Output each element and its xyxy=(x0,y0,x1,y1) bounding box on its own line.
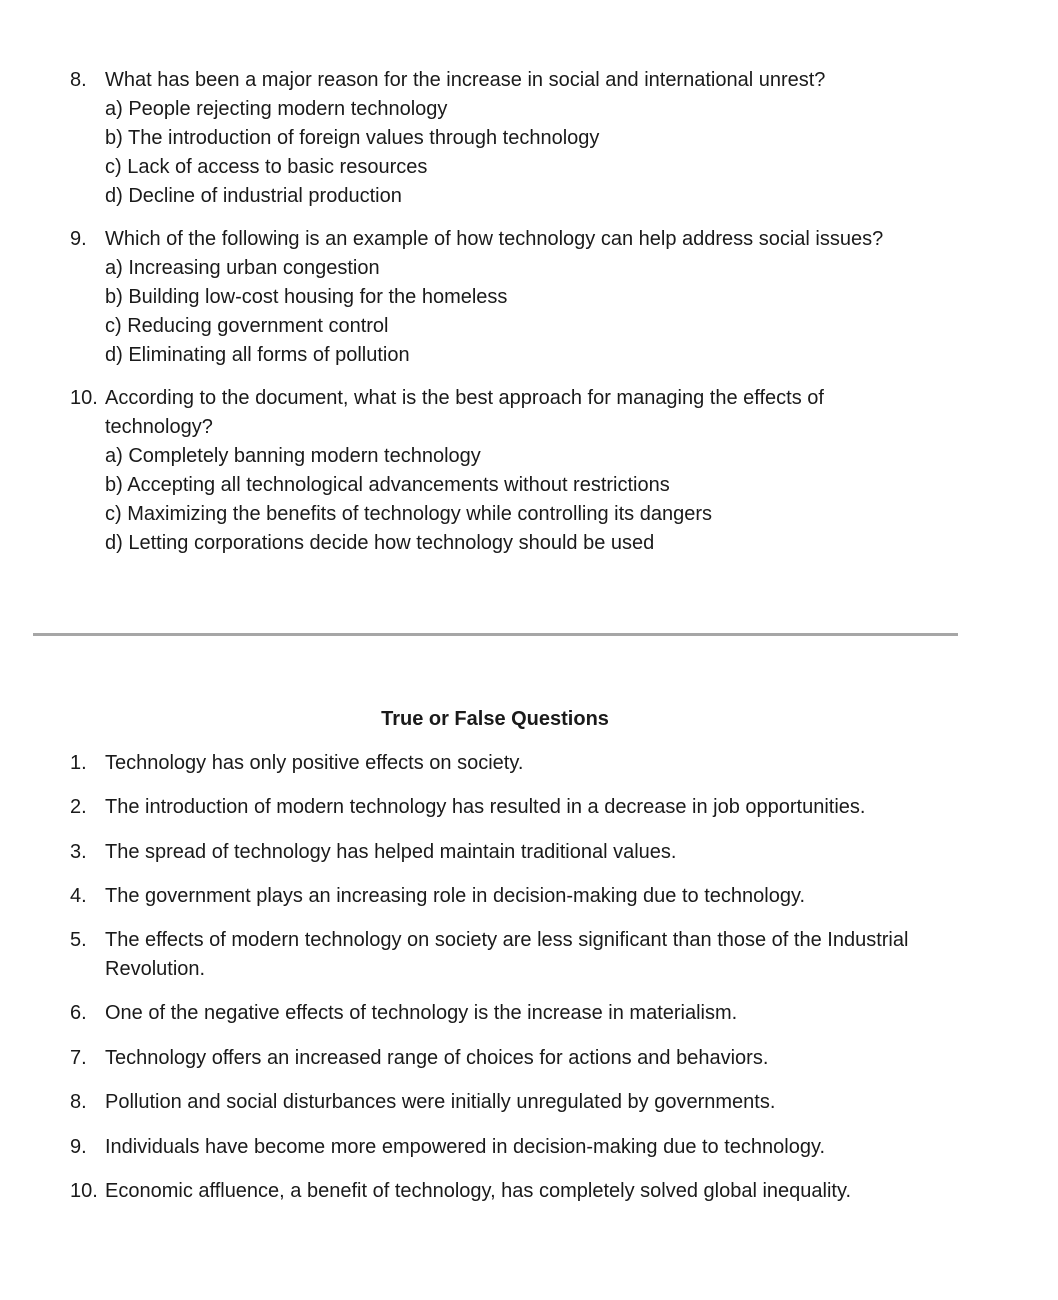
option-b: b) Building low-cost housing for the homeless xyxy=(105,286,508,308)
tf-item-1 xyxy=(0,749,1000,778)
tf-line xyxy=(0,793,1000,822)
tf-line xyxy=(0,1177,1000,1206)
tf-item-2 xyxy=(0,793,1000,822)
tf-number: 10. xyxy=(70,1180,98,1202)
tf-item-8 xyxy=(0,1088,1000,1117)
mcq-question-9 xyxy=(0,225,1000,370)
tf-statement: Economic affluence, a benefit of technology, has completely solved global inequality. xyxy=(105,1180,852,1202)
tf-statement: Individuals have become more empowered in decision-making due to technology. xyxy=(105,1136,826,1158)
option-a: a) Completely banning modern technology xyxy=(105,445,481,467)
tf-number: 7. xyxy=(70,1047,87,1069)
question-number: 9. xyxy=(70,228,87,250)
question-text: According to the document, what is the best approach for managing the effects of xyxy=(105,387,824,409)
tf-item-6 xyxy=(0,999,1000,1028)
question-number: 8. xyxy=(70,69,87,91)
tf-statement-continued: Revolution. xyxy=(105,958,206,980)
question-line xyxy=(0,66,1000,95)
option-c: c) Reducing government control xyxy=(105,315,389,337)
tf-number: 5. xyxy=(70,929,87,951)
section-divider xyxy=(33,633,958,636)
tf-statement: The spread of technology has helped maintain traditional values. xyxy=(105,841,677,863)
tf-number: 9. xyxy=(70,1136,87,1158)
question-number: 10. xyxy=(70,387,98,409)
tf-statement: One of the negative effects of technology is the increase in materialism. xyxy=(105,1002,738,1024)
option-c: c) Maximizing the benefits of technology while controlling its dangers xyxy=(105,503,712,525)
tf-line xyxy=(0,882,1000,911)
tf-statement: The effects of modern technology on society are less significant than those of the Industrial xyxy=(105,929,909,951)
option-b: b) Accepting all technological advancements without restrictions xyxy=(105,474,670,496)
question-text: Which of the following is an example of how technology can help address social issues? xyxy=(105,228,884,250)
tf-item-3 xyxy=(0,838,1000,867)
tf-line xyxy=(0,1044,1000,1073)
tf-line xyxy=(0,749,1000,778)
option-d: d) Decline of industrial production xyxy=(105,185,402,207)
option-a: a) Increasing urban congestion xyxy=(105,257,380,279)
tf-statement: The government plays an increasing role in decision-making due to technology. xyxy=(105,885,806,907)
option-a: a) People rejecting modern technology xyxy=(105,98,448,120)
tf-line xyxy=(0,926,1000,955)
option-d: d) Letting corporations decide how technology should be used xyxy=(105,532,655,554)
tf-number: 4. xyxy=(70,885,87,907)
tf-item-9 xyxy=(0,1133,1000,1162)
tf-item-4 xyxy=(0,882,1000,911)
mcq-question-10 xyxy=(0,384,1000,558)
tf-number: 2. xyxy=(70,796,87,818)
question-text-continued: technology? xyxy=(105,416,213,438)
tf-item-10 xyxy=(0,1177,1000,1206)
tf-statement: The introduction of modern technology has resulted in a decrease in job opportunities. xyxy=(105,796,866,818)
tf-line xyxy=(0,838,1000,867)
tf-line xyxy=(0,1133,1000,1162)
question-line xyxy=(0,225,1000,254)
mcq-question-8 xyxy=(0,66,1000,211)
tf-statement: Technology has only positive effects on society. xyxy=(105,752,524,774)
question-text: What has been a major reason for the increase in social and international unrest? xyxy=(105,69,826,91)
tf-number: 3. xyxy=(70,841,87,863)
tf-number: 8. xyxy=(70,1091,87,1113)
tf-line-continued xyxy=(0,955,1000,984)
tf-item-5 xyxy=(0,926,1000,984)
option-d: d) Eliminating all forms of pollution xyxy=(105,344,410,366)
tf-line xyxy=(0,1088,1000,1117)
tf-number: 6. xyxy=(70,1002,87,1024)
tf-line xyxy=(0,999,1000,1028)
section-title: True or False Questions xyxy=(381,708,609,730)
tf-statement: Pollution and social disturbances were initially unregulated by governments. xyxy=(105,1091,776,1113)
tf-number: 1. xyxy=(70,752,87,774)
question-line-continued xyxy=(0,413,1000,442)
option-c: c) Lack of access to basic resources xyxy=(105,156,428,178)
question-line xyxy=(0,384,1000,413)
tf-item-7 xyxy=(0,1044,1000,1073)
tf-statement: Technology offers an increased range of choices for actions and behaviors. xyxy=(105,1047,769,1069)
option-b: b) The introduction of foreign values through technology xyxy=(105,127,600,149)
